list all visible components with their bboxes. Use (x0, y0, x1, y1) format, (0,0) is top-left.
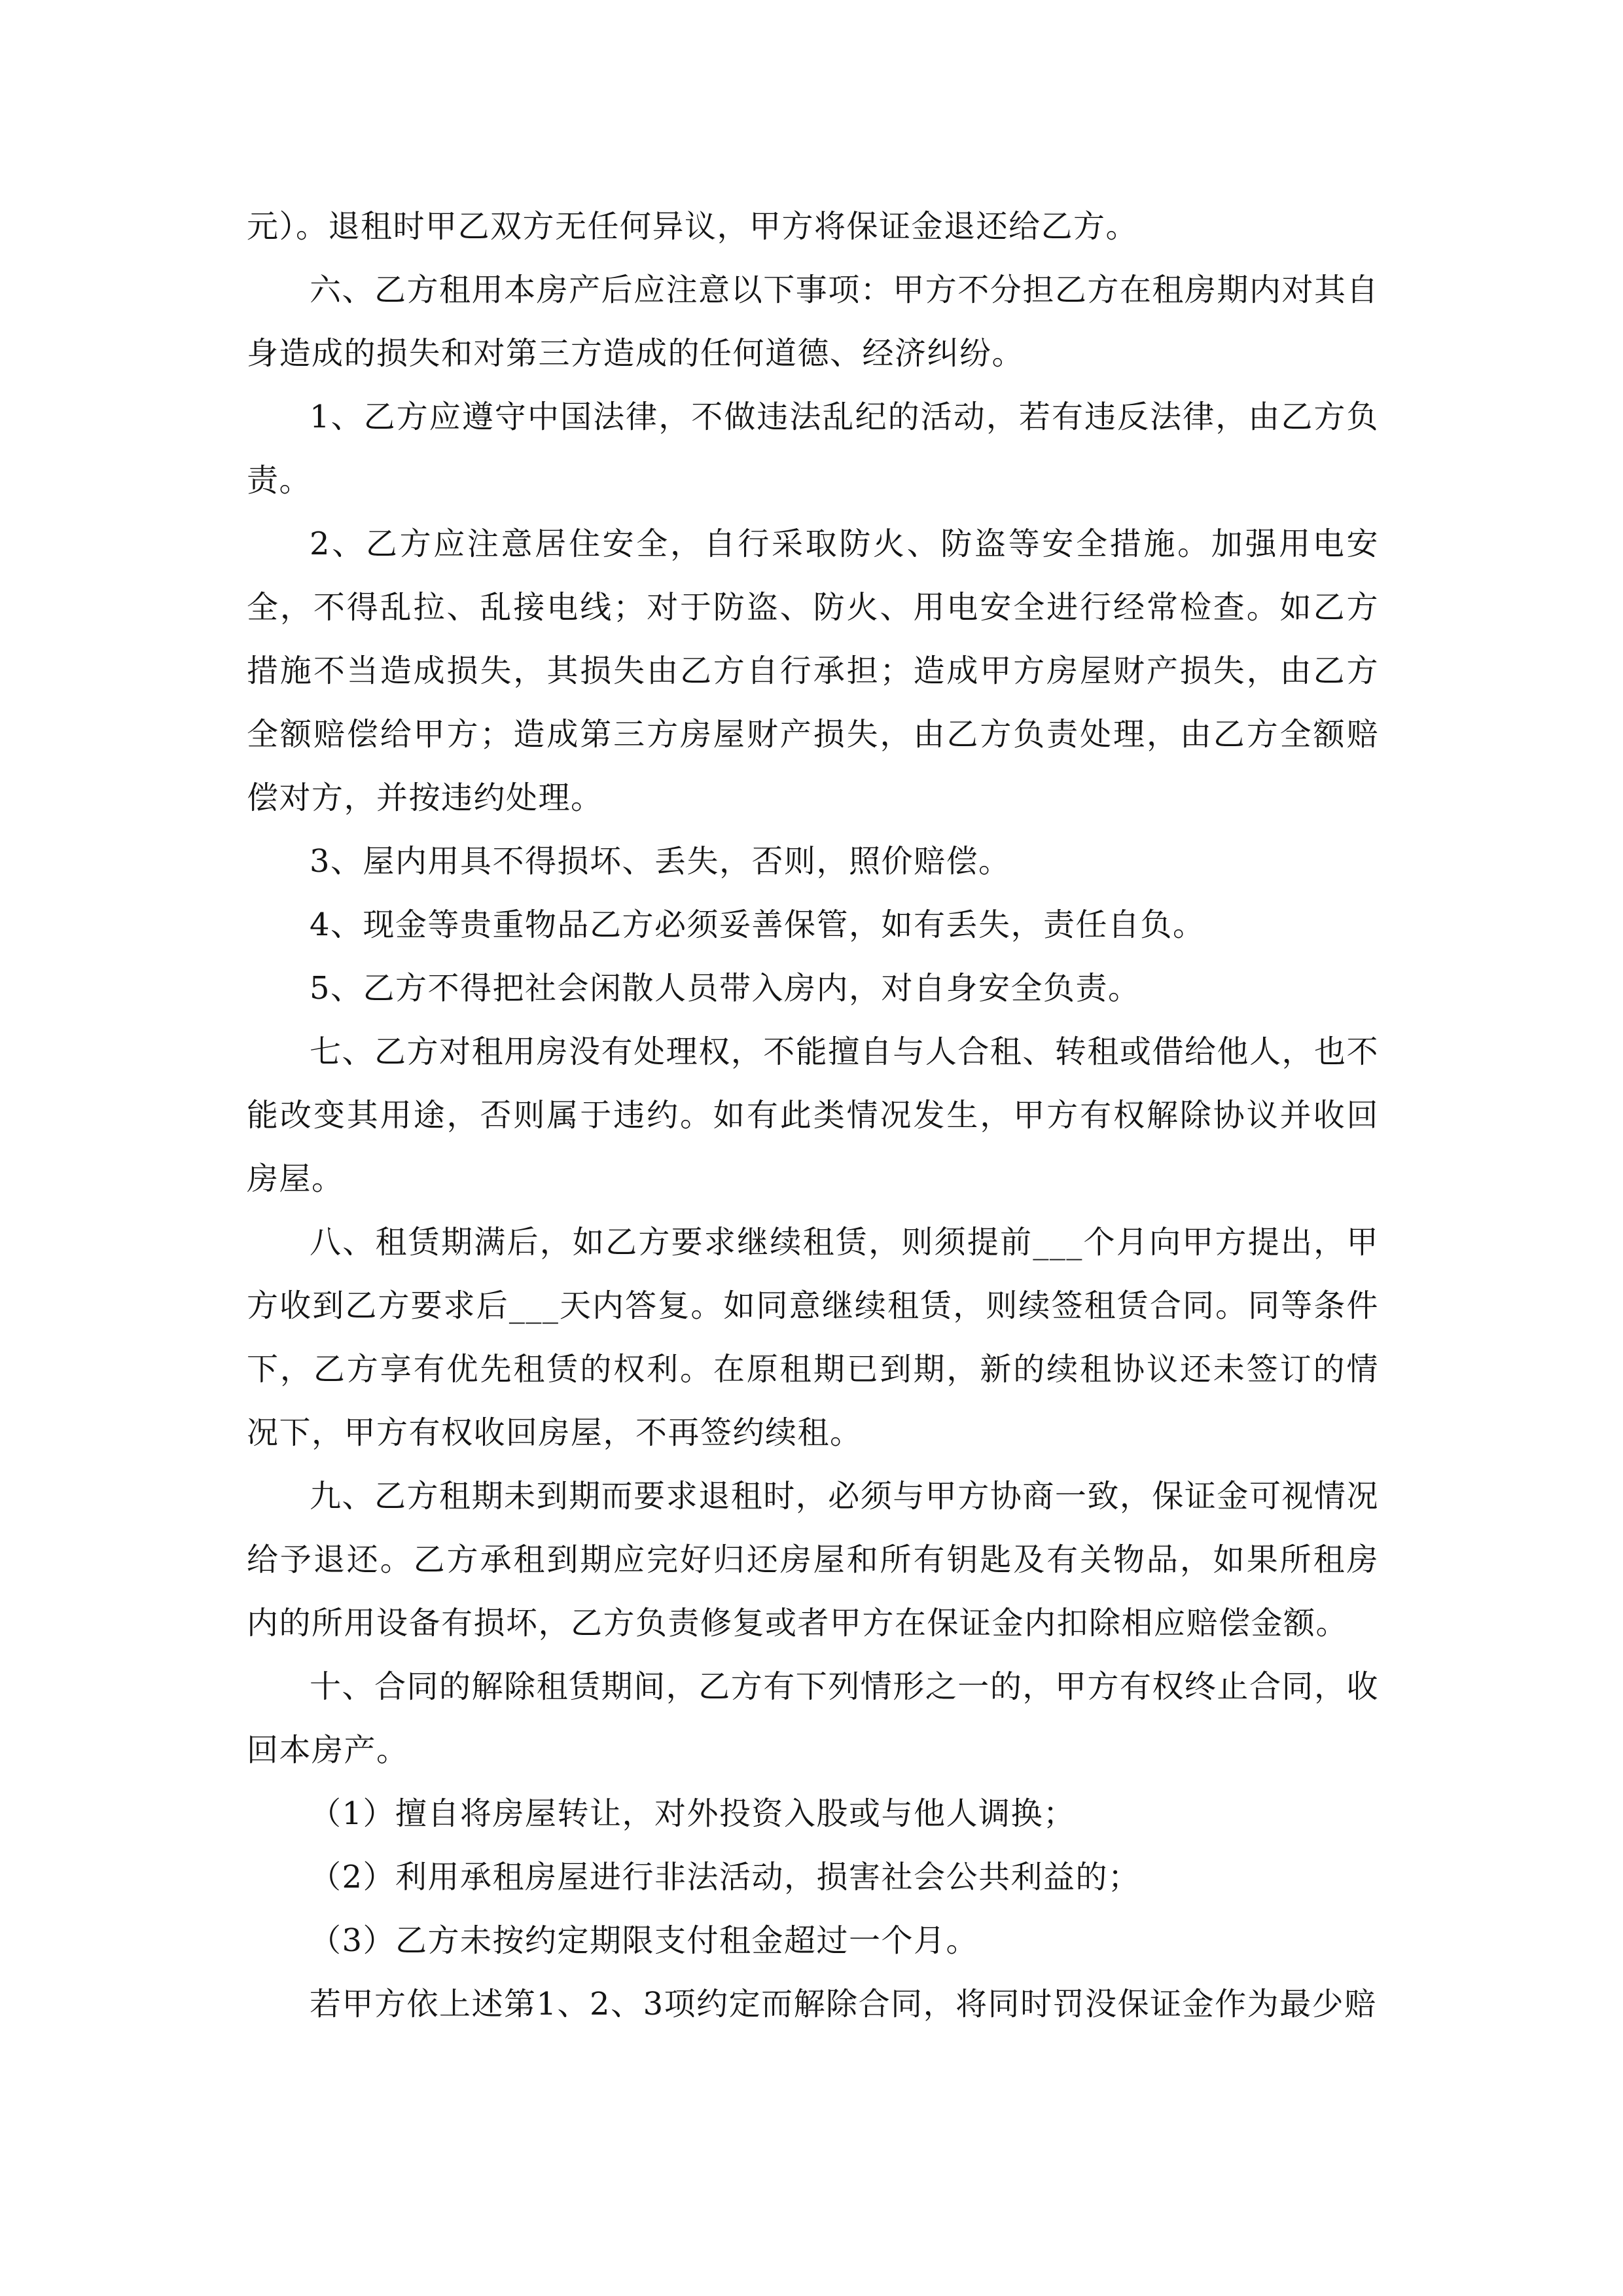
paragraph-condition-2: （2）利用承租房屋进行非法活动，损害社会公共利益的； (310, 1859, 1141, 1895)
paragraph-item-2: 2、乙方应注意居住安全，自行采取防火、防盗等安全措施。加强用电安全，不得乱拉、乱接电线；对于防盗、防火、用电安全进行经常检查。如乙方措施不当造成损失，其损失由乙方自行承担；造成甲方房屋财产损失，由乙方全额赔偿给甲方；造成第三方房屋财产损失，由乙方负责处理，由乙方全额赔偿对方，并按违约处理。 (247, 526, 1379, 816)
paragraph-clause-8: 八、租赁期满后，如乙方要求继续租赁，则须提前___个月向甲方提出，甲方收到乙方要求后___天内答复。如同意继续租赁，则续签租赁合同。同等条件下，乙方享有优先租赁的权利。在原租期已到期，新的续租协议还未签订的情况下，甲方有权收回房屋，不再签约续租。 (247, 1224, 1379, 1451)
paragraph-clause-10: 十、合同的解除租赁期间，乙方有下列情形之一的，甲方有权终止合同，收回本房产。 (247, 1668, 1379, 1768)
paragraph-item-5: 5、乙方不得把社会闲散人员带入房内，对自身安全负责。 (310, 970, 1141, 1007)
paragraph-clause-6: 六、乙方租用本房产后应注意以下事项：甲方不分担乙方在租房期内对其自身造成的损失和对第三方造成的任何道德、经济纠纷。 (247, 272, 1379, 372)
paragraph-clause-7: 七、乙方对租用房没有处理权，不能擅自与人合租、转租或借给他人，也不能改变其用途，否则属于违约。如有此类情况发生，甲方有权解除协议并收回房屋。 (247, 1033, 1379, 1197)
contract-text-body (247, 195, 1379, 2036)
paragraph-item-1: 1、乙方应遵守中国法律，不做违法乱纪的活动，若有违反法律，由乙方负责。 (247, 399, 1379, 499)
paragraph-clause-9: 九、乙方租期未到期而要求退租时，必须与甲方协商一致，保证金可视情况给予退还。乙方承租到期应完好归还房屋和所有钥匙及有关物品，如果所租房内的所用设备有损坏，乙方负责修复或者甲方在保证金内扣除相应赔偿金额。 (247, 1478, 1379, 1641)
paragraph-condition-3: （3）乙方未按约定期限支付租金超过一个月。 (310, 1922, 979, 1959)
paragraph-item-4: 4、现金等贵重物品乙方必须妥善保管，如有丢失，责任自负。 (310, 906, 1205, 943)
paragraph-deposit-refund: 元）。退租时甲乙双方无任何异议，甲方将保证金退还给乙方。 (247, 208, 1139, 245)
paragraph-item-3: 3、屋内用具不得损坏、丢失，否则，照价赔偿。 (310, 843, 1011, 880)
paragraph-penalty: 若甲方依上述第1、2、3项约定而解除合同，将同时罚没保证金作为最少赔 (310, 1986, 1377, 2022)
paragraph-condition-1: （1）擅自将房屋转让，对外投资入股或与他人调换； (310, 1795, 1076, 1832)
